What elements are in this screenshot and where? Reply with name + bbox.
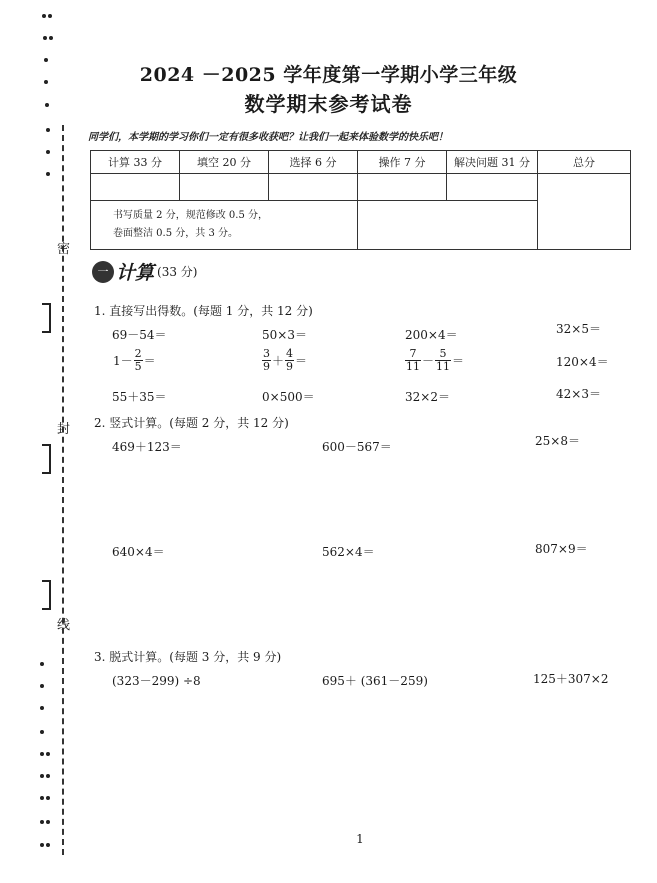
fraction: $\frac{4}{9}$	[286, 347, 294, 373]
score-cell[interactable]	[269, 174, 358, 201]
q2-expr: 807×9＝	[535, 542, 588, 556]
score-header-choice: 选择 6 分	[269, 151, 358, 174]
q1-fraction-expr-c: $\frac{7}{11}$ － $\frac{5}{11}$ ＝	[406, 347, 465, 373]
fasten-label: 封	[57, 422, 71, 437]
writing-quality-note	[91, 201, 358, 250]
writing-score-cell[interactable]	[358, 201, 538, 250]
exam-title-line2: 数学期末参考试卷	[244, 92, 413, 116]
q3-expr: 695＋ (361－259)	[322, 674, 428, 688]
q2-expr: 25×8＝	[535, 434, 580, 448]
q3-expr: (323－299) ÷8	[112, 674, 201, 688]
fraction: $\frac{7}{11}$	[406, 347, 420, 373]
fraction: $\frac{5}{11}$	[436, 347, 451, 373]
q1-fraction-expr-a: 1－ $\frac{2}{5}$ ＝	[113, 347, 156, 373]
total-score-cell[interactable]	[538, 174, 631, 250]
score-header-calc: 计算 33 分	[91, 151, 180, 174]
q1-fraction-expr-b: $\frac{3}{9}$ ＋ $\frac{4}{9}$ ＝	[263, 347, 308, 373]
q1-expr: 69－54＝	[112, 328, 167, 342]
q1-expr: 0×500＝	[262, 390, 315, 404]
q2-expr: 600－567＝	[322, 440, 392, 454]
q3-heading: 3. 脱式计算。(每题 3 分，共 9 分)	[94, 650, 282, 664]
q2-heading: 2. 竖式计算。(每题 2 分，共 12 分)	[94, 416, 289, 430]
score-cell[interactable]	[358, 174, 447, 201]
q1-expr: 50×3＝	[262, 328, 307, 342]
section-number-badge: 一	[92, 261, 114, 283]
score-cell[interactable]	[180, 174, 269, 201]
score-value-row	[91, 174, 631, 201]
score-header-operate: 操作 7 分	[358, 151, 447, 174]
greeting-text: 同学们，本学期的学习你们一定有很多收获吧？让我们一起来体验数学的快乐吧！	[88, 132, 448, 143]
q1-expr: 55＋35＝	[112, 390, 167, 404]
q1-heading: 1. 直接写出得数。(每题 1 分，共 12 分)	[94, 304, 313, 318]
score-header-row	[91, 151, 631, 174]
class-field-bracket	[42, 444, 51, 474]
writing-note-line2: 卷面整洁 0.5 分，共 3 分。	[113, 228, 238, 239]
score-header-fill: 填空 20 分	[180, 151, 269, 174]
q2-expr: 562×4＝	[322, 545, 375, 559]
line-label: 线	[57, 618, 71, 633]
section-title: 计算	[116, 262, 155, 284]
score-header-total: 总分	[538, 151, 631, 174]
fraction: $\frac{3}{9}$	[263, 347, 270, 373]
q1-expr: 200×4＝	[405, 328, 458, 342]
school-field-bracket	[42, 580, 51, 610]
exam-title-line1: 2024 －2025 学年度第一学期小学三年级	[139, 64, 518, 86]
score-cell[interactable]	[447, 174, 538, 201]
q1-expr: 32×2＝	[405, 390, 450, 404]
q2-expr: 469＋123＝	[112, 440, 182, 454]
section-score: (33 分)	[157, 265, 198, 279]
fraction: $\frac{2}{5}$	[134, 347, 142, 373]
seal-label: 密	[57, 242, 71, 257]
page-number: 1	[356, 832, 364, 846]
q2-expr: 640×4＝	[112, 545, 165, 559]
section-heading	[92, 258, 197, 285]
binding-line	[62, 125, 64, 855]
q1-expr: 32×5＝	[556, 322, 601, 336]
q1-expr: 120×4＝	[556, 355, 609, 369]
q3-expr: 125＋307×2	[533, 672, 609, 686]
score-table	[90, 150, 631, 250]
q1-expr: 42×3＝	[556, 387, 601, 401]
score-cell[interactable]	[91, 174, 180, 201]
score-header-problem: 解决问题 31 分	[447, 151, 538, 174]
name-field-bracket	[42, 303, 51, 333]
writing-note-line1: 书写质量 2 分，规范修改 0.5 分，	[113, 210, 268, 221]
